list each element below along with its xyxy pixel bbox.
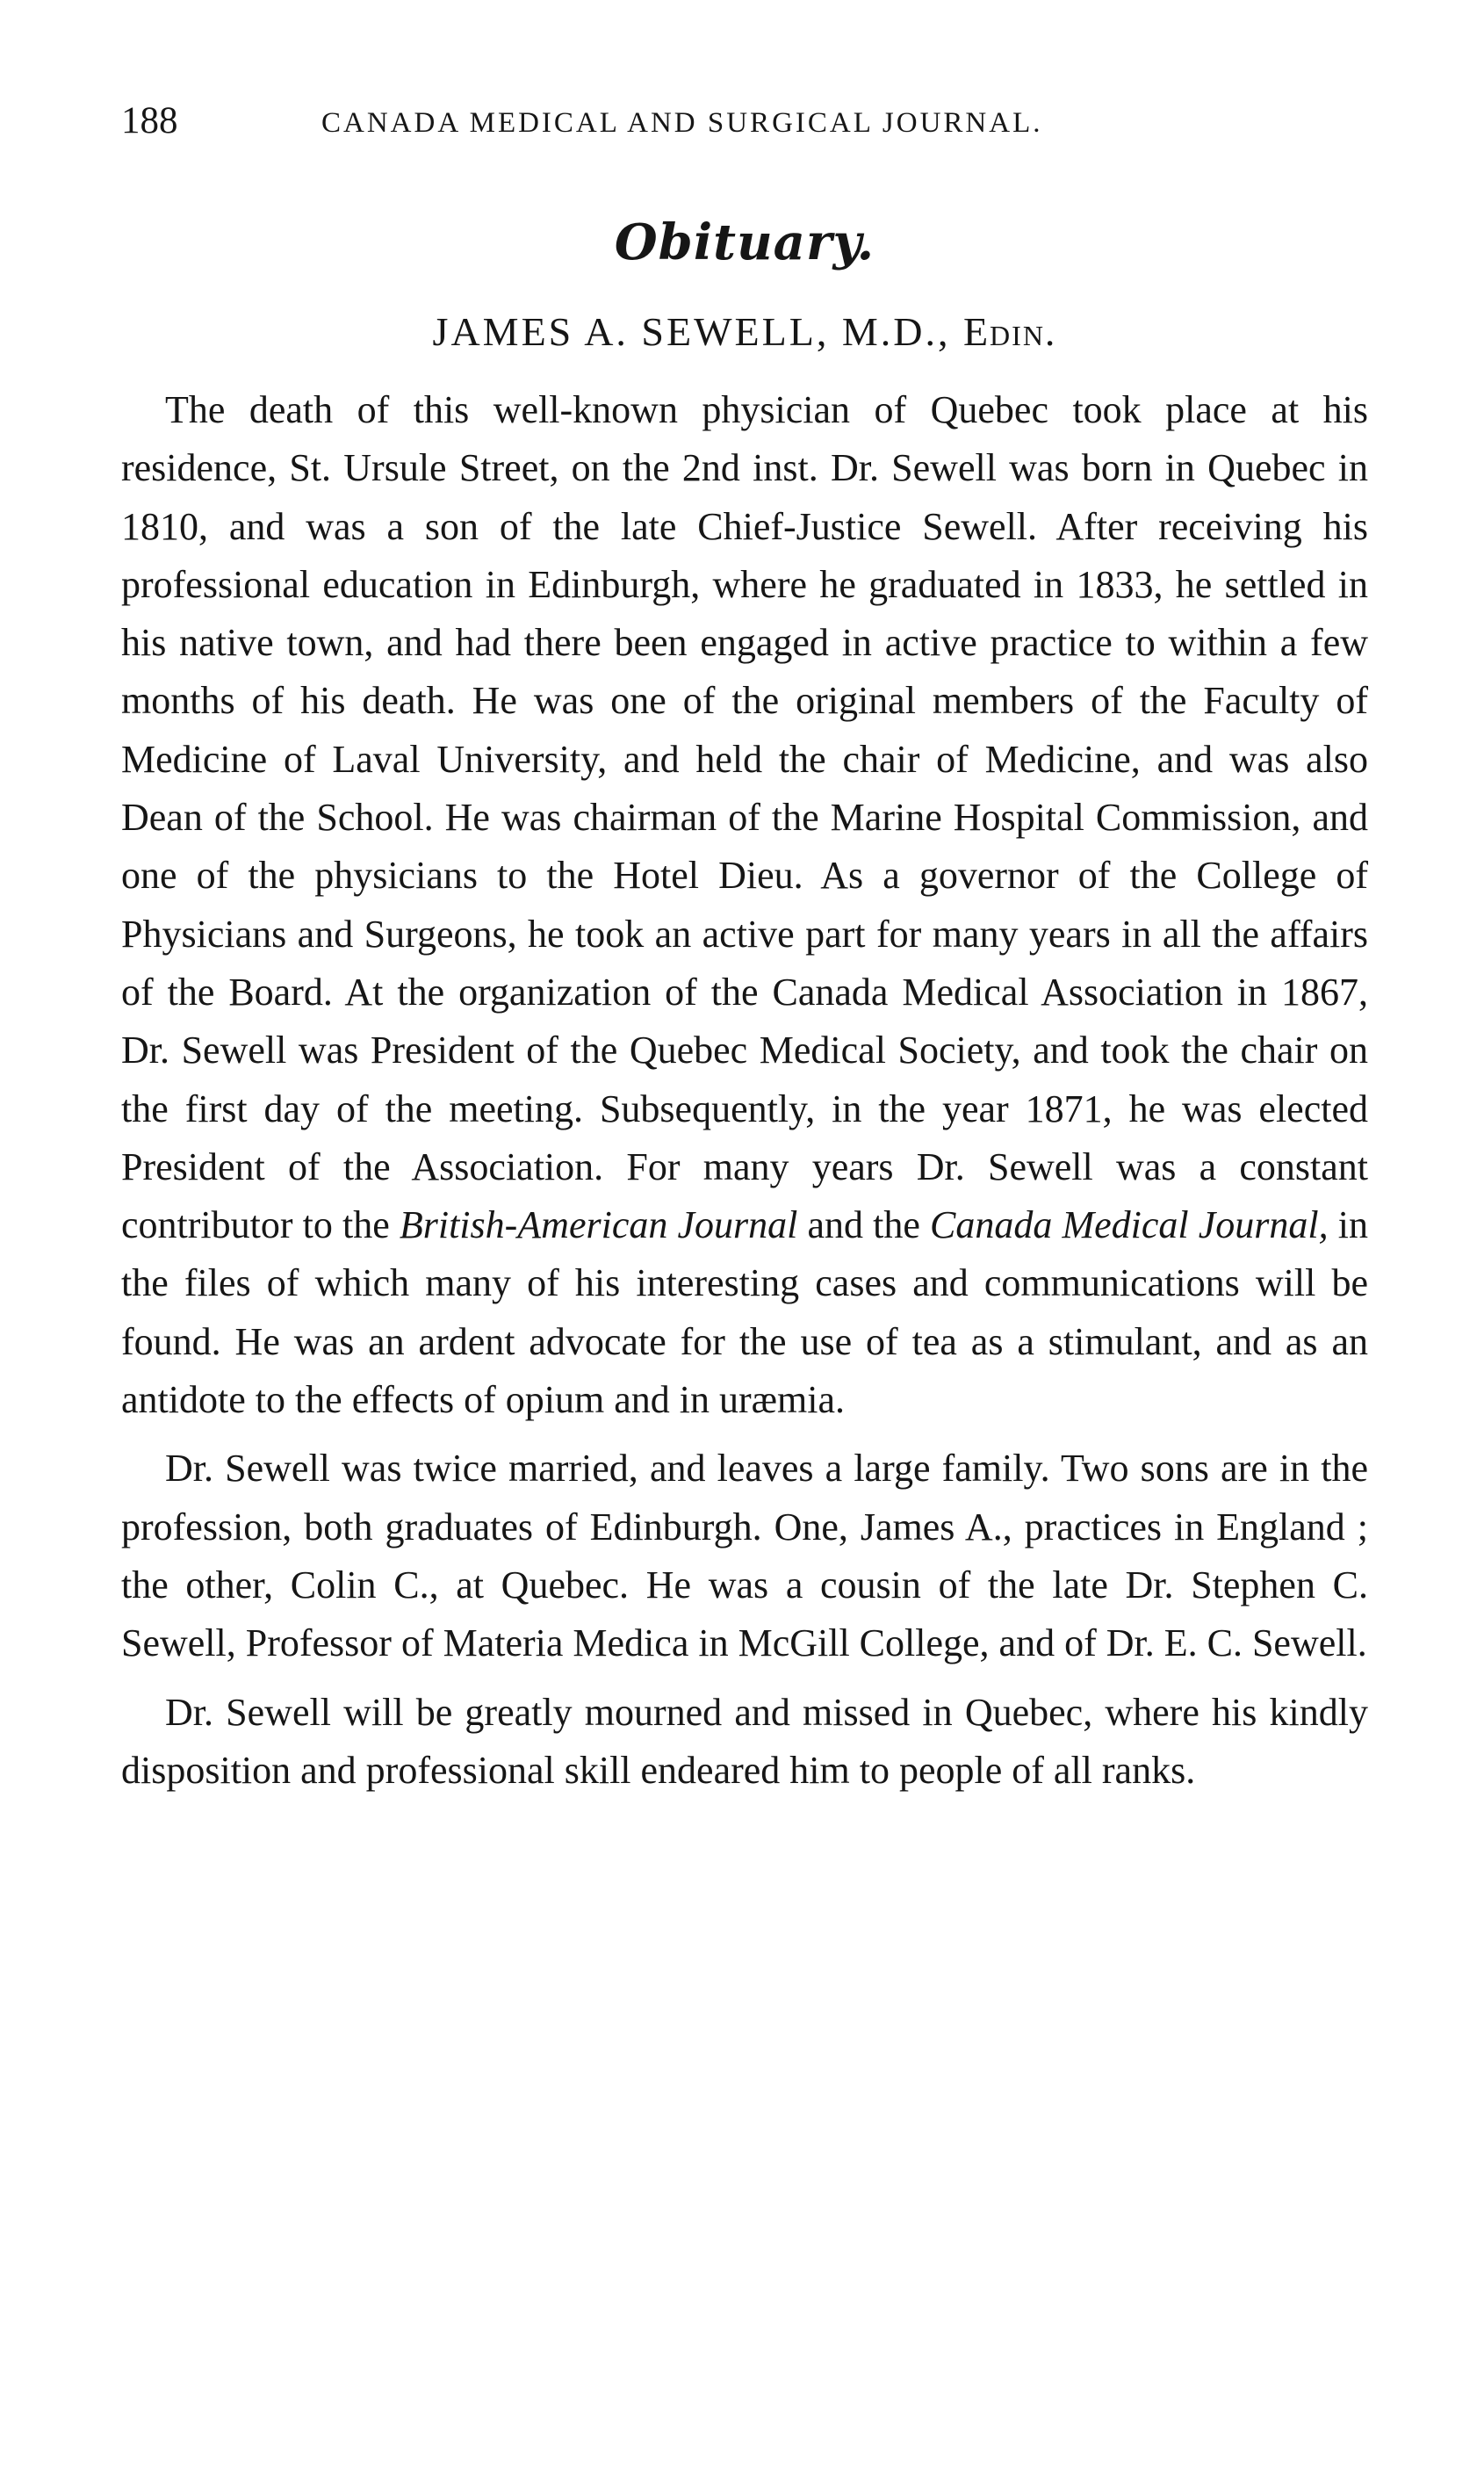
journal-page [121, 0, 1368, 2469]
paragraph-3: Dr. Sewell will be greatly mourned and missed in Quebec, where his kindly disposition and professional skill endeared him to people of all ranks. [121, 1690, 1368, 1792]
journal-title: CANADA MEDICAL AND SURGICAL JOURNAL. [321, 107, 1043, 139]
paragraph-1-text-b: and the [797, 1203, 930, 1247]
article-body [121, 381, 1368, 1800]
article-heading [121, 304, 1368, 360]
journal-name-canada-medical: Canada Medical Journal, [930, 1203, 1329, 1247]
journal-name-british-american: British-American Journal [399, 1203, 798, 1247]
article-heading-degree: Edin. [962, 309, 1057, 354]
paragraph-1-text-c: in the files of which many of his interesting cases and communications will be found. He was an ardent advocate for the use of tea as a stimulant, and as an antidote to the effects of opium and in uræmia. [121, 1203, 1368, 1422]
running-head [121, 95, 1368, 148]
page-number: 188 [121, 100, 178, 141]
paragraph-1-text-a: The death of this well-known physician of Quebec took place at his residence, St. Ursule Street, on the 2nd inst. Dr. Sewell was born in Quebec in 1810, and was a son of the late Chief-Justice Sewell. After receiving his professional education in Edinburgh, where he graduated in 1833, he settled in his native town, and had there been engaged in active practice to within a few months of his death. He was one of the original members of the Faculty of Medicine of Laval University, and held the chair of Medicine, and was also Dean of the School. He was chairman of the Marine Hospital Commission, and one of the physicians to the Hotel Dieu. As a governor of the College of Physicians and Surgeons, he took an active part for many years in all the affairs of the Board. At the organization of the Canada Medical Association in 1867, Dr. Sewell was President of the Quebec Medical Society, and took the chair on the first day of the meeting. Subsequently, in the year 1871, he was elected President of the Association. For many years Dr. Sewell was a constant contributor to the [121, 388, 1368, 1247]
section-title: Obituary. [614, 213, 875, 271]
paragraph-2: Dr. Sewell was twice married, and leaves a large family. Two sons are in the profession, both graduates of Edinburgh. One, James A., practices in England ; the other, Colin C., at Quebec. He was a cousin of the late Dr. Stephen C. Sewell, Professor of Materia Medica in McGill College, and of Dr. E. C. Sewell. [121, 1447, 1368, 1665]
paragraph-1 [121, 381, 1368, 1429]
article-heading-name: JAMES A. SEWELL, M.D., [432, 309, 963, 354]
